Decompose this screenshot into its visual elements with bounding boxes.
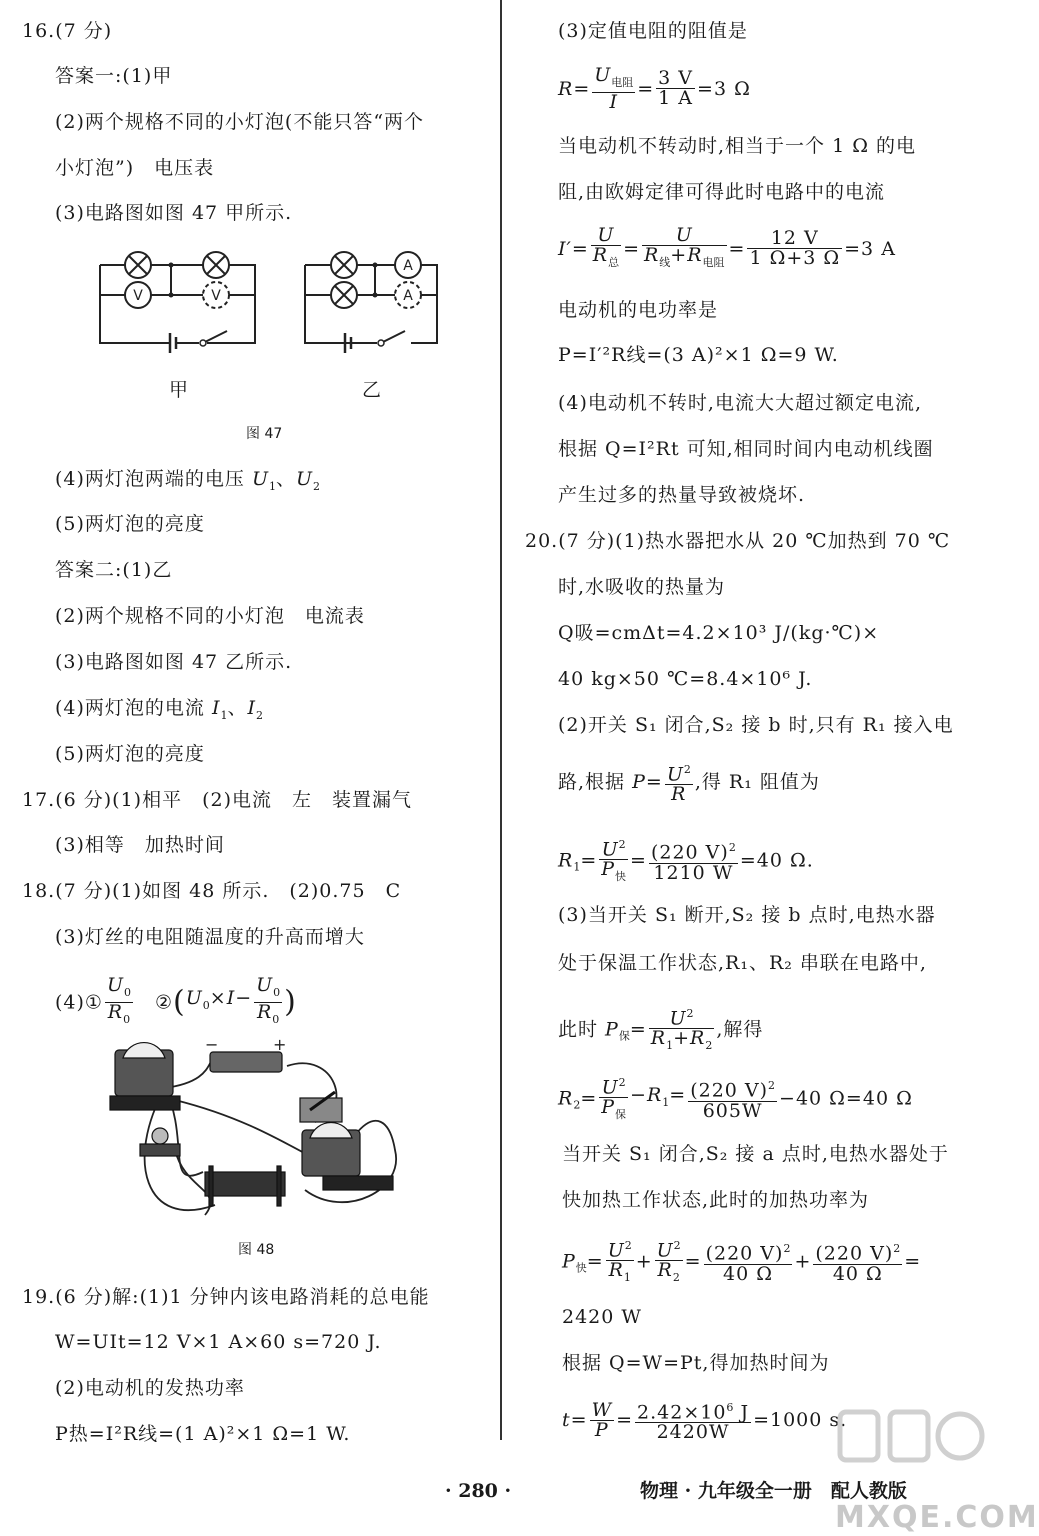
q16-answer2-part1: 答案二:(1)乙 [55,559,173,581]
q17-line1: 17.(6 分)(1)相平 (2)电流 左 装置漏气 [22,789,412,811]
svg-text:−: − [205,1035,219,1054]
page-number: · 280 · [445,1480,512,1502]
column-divider [500,0,502,1440]
q18-line1: 18.(7 分)(1)如图 48 所示. (2)0.75 C [22,880,402,902]
q20-time-formula: t= $\frac{W}{P}$ = $\frac{2.42\times 10^6 J}{2420W}$ =1000 s. [562,1398,848,1444]
q16-answer2-part3: (3)电路图如图 47 乙所示. [55,651,293,673]
q19-text-line1: 当电动机不转动时,相当于一个 1 Ω 的电 [558,135,917,157]
q19-part4-line1: (4)电动机不转时,电流大大超过额定电流, [558,392,922,414]
q20-fast-power-formula: $P_快=$ $\frac{U^2}{R_1}$ + $\frac{U^2}{R_2}$ = $\frac{(220 V)^2}{40 \Omega}$ + $\frac{(220 V)^2}{40 \Omega}$ = [562,1236,921,1287]
q20-line1: 20.(7 分)(1)热水器把水从 20 ℃加热到 70 ℃ [525,530,951,552]
q20-part3-line1: (3)当开关 S₁ 断开,S₂ 接 b 点时,电热水器 [558,904,936,926]
q20-part3-line2: 处于保温工作状态,R₁、R₂ 串联在电路中, [558,952,927,974]
q18-line2: (3)灯丝的电阻随温度的升高而增大 [55,926,365,948]
q19-part4-line3: 产生过多的热量导致被烧坏. [558,484,806,506]
svg-text:V: V [211,288,221,304]
q16-answer2-part2: (2)两个规格不同的小灯泡 电流表 [55,605,365,627]
q16-answer1-part2-line2: 小灯泡”) 电压表 [55,157,215,179]
q19-line3: (2)电动机的发热功率 [55,1377,245,1399]
q20-fast-power-result: 2420 W [562,1306,642,1328]
q19-current-formula: I′= $\frac{U}{R_总}$ = $\frac{U}{R_线+R_{电阻}}$ = $\frac{12 V}{1 \Omega+3 \Omega}$ =3 A [558,224,896,270]
q20-r2-formula: $R_2=$ $\frac{U^2}{P_保}$ $-R_1=$ $\frac{(220 V)^2}{605W}$ −40 Ω=40 Ω [558,1073,913,1124]
watermark-logo [830,1400,990,1490]
figure-48-caption: 图 48 [238,1242,275,1258]
q16-answer1-part1: 答案一:(1)甲 [55,65,173,87]
q16-answer2-part4: (4)两灯泡的电流 $I_1$、$I_2$ [55,697,264,722]
q20-line2: 时,水吸收的热量为 [558,576,726,598]
q16-answer1-part5: (5)两灯泡的亮度 [55,513,205,535]
svg-text:A: A [403,258,413,274]
q19-resistance-formula: R= $\frac{U_{电阻}}{I}$ = $\frac{3 V}{1 A}$ =3 Ω [558,64,751,113]
q20-heat-formula-line1: Q吸=cmΔt=4.2×10³ J/(kg·℃)× [558,622,880,644]
figure-48-physical-circuit [105,1035,410,1220]
svg-text:V: V [133,288,143,304]
watermark-site: MXQE.COM [835,1500,1039,1535]
q20-time-heading: 根据 Q=W=Pt,得加热时间为 [562,1352,830,1374]
figure-47-label-a: 甲 [169,379,190,401]
q16-answer2-part5: (5)两灯泡的亮度 [55,743,205,765]
q16-answer1-part2-line1: (2)两个规格不同的小灯泡(不能只答“两个 [55,111,425,133]
q19-line1: 19.(6 分)解:(1)1 分钟内该电路消耗的总电能 [22,1286,430,1308]
figure-47-circuit-diagrams [95,245,455,365]
q19-text-line2: 阻,由欧姆定律可得此时电路中的电流 [558,181,886,203]
q20-part2-line2: 路,根据 P= $\frac{U^2}{R}$ ,得 R₁ 阻值为 [558,760,820,804]
figure-47-caption: 图 47 [246,426,283,442]
q20-r1-formula: $R_1=$ $\frac{U^2}{P_快}$ = $\frac{(220 V)^2}{1210 W}$ =40 Ω. [558,835,814,886]
q19-part3-heading: (3)定值电阻的阻值是 [558,20,748,42]
q18-part4-formulas: (4)① $\frac{U_0}{R_0}$ $②(U_0\times I-$ $\frac{U_0}{R_0}$ ) [55,974,297,1026]
q16-answer1-part4: (4)两灯泡两端的电压 $U_1$、$U_2$ [55,468,321,493]
q19-power-heading: 电动机的电功率是 [558,299,719,321]
q17-line2: (3)相等 加热时间 [55,834,225,856]
book-info: 物理 · 九年级全一册 配人教版 [640,1480,907,1502]
q20-part2-line1: (2)开关 S₁ 闭合,S₂ 接 b 时,只有 R₁ 接入电 [558,714,954,736]
q20-heat-formula-line2: 40 kg×50 ℃=8.4×10⁶ J. [558,668,813,690]
q16-heading: 16.(7 分) [22,20,113,42]
q20-fast-heat-line1: 当开关 S₁ 闭合,S₂ 接 a 点时,电热水器处于 [562,1143,949,1165]
q20-keep-warm-formula: 此时 $P_保=$ $\frac{U^2}{R_1+R_2}$ ,解得 [558,1004,763,1055]
q20-fast-heat-line2: 快加热工作状态,此时的加热功率为 [562,1189,870,1211]
q16-answer1-part3: (3)电路图如图 47 甲所示. [55,202,293,224]
q19-power-formula: P=I′²R线=(3 A)²×1 Ω=9 W. [558,344,839,366]
svg-text:+: + [273,1035,287,1054]
q19-line2: W=UIt=12 V×1 A×60 s=720 J. [55,1331,382,1353]
q19-line4: P热=I²R线=(1 A)²×1 Ω=1 W. [55,1423,351,1445]
figure-47-label-b: 乙 [362,379,383,401]
q19-part4-line2: 根据 Q=I²Rt 可知,相同时间内电动机线圈 [558,438,934,460]
svg-text:A: A [403,288,413,304]
